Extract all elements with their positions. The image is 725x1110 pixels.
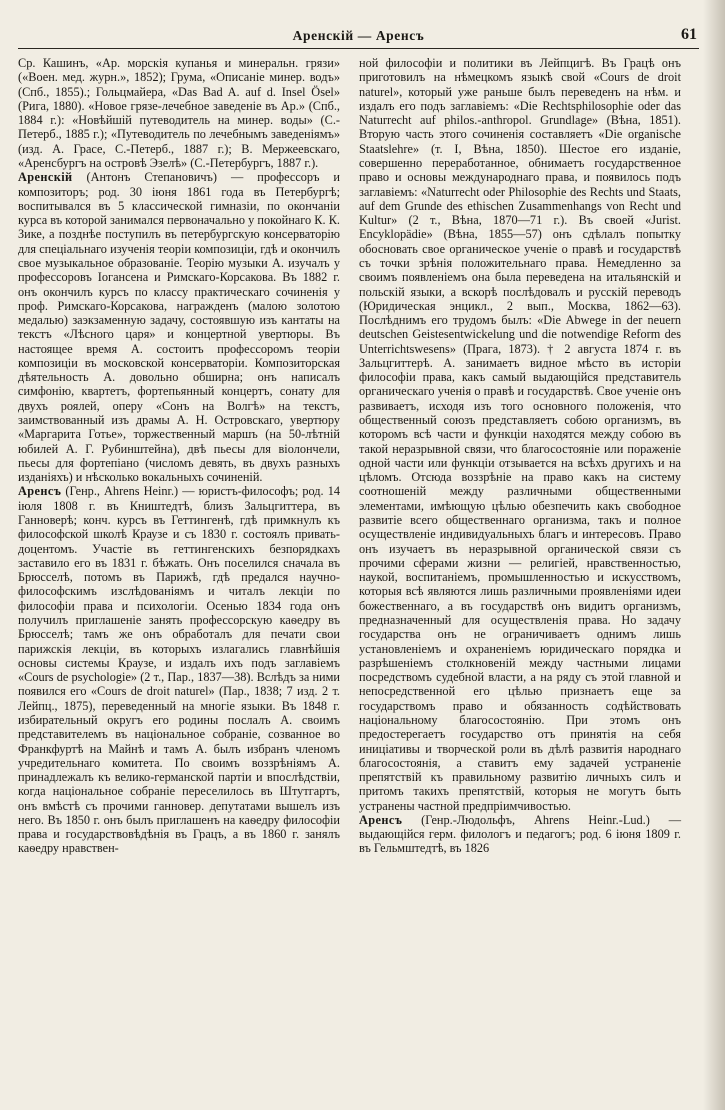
- entry-ahrens-heinrich-continued: ной философіи и политики въ Лейпцигѣ. Въ Грацѣ онъ приготовилъ на нѣмецкомъ языкѣ свой «Cours de droit naturel», который уже раньше былъ переведенъ на нѣм. и издалъ его подъ заглавіемъ: «Die Rechtsphilosophie oder das Naturrecht auf philos.-anthropol. Grundlage» (Вѣна, 1851). Вторую часть этого сочиненія составляетъ «Die organische Staatslehre» (т. I, Вѣна, 1850). Шестое его изданіе, совершенно переработанное, обнимаетъ государственное право и основы международнаго права, и появилось подъ заглавіемъ: «Naturrecht oder Philosophie des Rechts und Staats, auf dem Grunde des ethischen Zusammenhangs von Recht und Kultur» (2 т., Вѣна, 1870—71 г.). Въ своей «Jurist. Encyklopädie» (Вѣна, 1855—57) онъ сдѣлалъ попытку обосновать свое органическое ученіе о правѣ и государствѣ съ точки зрѣнія положительнаго права. Немедленно за своимъ появленіемъ она была переведена на итальянскій и польскій языки, а вскорѣ послѣдовалъ и русскій переводъ (Юридическая энцикл., 2 вып., Москва, 1862—63). Послѣднимъ его трудомъ былъ: «Die Abwege in der neuern deutschen Geistesentwickelung und die notwendige Reform des Unterrichtswesens» (Прага, 1873). † 2 августа 1874 г. въ Зальцгиттерѣ. А. занимаетъ видное мѣсто въ исторіи философіи права, какъ самый выдающійся представитель органическаго ученія о правѣ и государствѣ. Свое ученіе онъ развиваетъ, исходя изъ того основного положенія, что общественный союзъ представляетъ собою организмъ, въ которомъ всѣ части и функціи находятся между собою въ такой неразрывной связи, что благосостояніе или пораженіе одной части или функціи отзывается на всѣхъ другихъ и на цѣломъ. Отсюда воззрѣніе на право какъ на систему соотношеній между различными общественными элементами, имѣющую цѣлью обезпечить какъ свободное развитіе всего общественнаго организма, такъ и полное осуществленіе индивидуальныхъ благъ и интересовъ. Право онъ изучаетъ въ неразрывной органической связи съ прочими сферами жизни — религіей, нравственностью, наукой, воспитаніемъ, промышленностью и искусствомъ, которыя всѣ являются лишь различными проявленіями идеи божественнаго, а въ государствѣ онъ видитъ организмъ, предназначенный для осуществленія права. Но задачу государства онъ не ограничиваетъ однимъ лишь установленіемъ и охраненіемъ юридическаго порядка и разрѣшеніемъ столкновеній между частными лицами посредствомъ судебной власти, а на ряду съ этой главной и непосредственной его цѣлью признаетъ еще за государствомъ право и обязанность содѣйствовать національному благосостоянію. При этомъ онъ предостерегаетъ государство отъ принятія на себя иниціативы и творческой роли въ дѣлѣ развитія народнаго благосостоянія, а ставитъ ему задачей устраненіе препятствій къ правильному развитію личныхъ силъ и притомъ такихъ препятствій, которыя не могутъ быть устранены частной предпріимчивостью.: [359, 56, 681, 813]
- right-column: [359, 56, 681, 856]
- entry-headword: Аренсъ: [359, 812, 403, 827]
- left-column: [18, 56, 340, 856]
- entry-ahrens-heinrich-ludolf: [359, 813, 681, 856]
- header-rule: [18, 48, 699, 49]
- page-edge-shadow: [703, 0, 725, 1110]
- entry-arensky: [18, 170, 340, 484]
- page-number: 61: [681, 26, 697, 43]
- entry-ahrens-heinrich: [18, 484, 340, 855]
- running-head: Аренскій — Аренсъ: [292, 28, 425, 43]
- entry-text: (Генр., Ahrens Heinr.) — юристъ-философъ; род. 14 іюля 1808 г. въ Кништедтѣ, близъ Зальцгиттера, въ Ганноверѣ; конч. курсъ въ Геттингенѣ, гдѣ примкнулъ къ философской школѣ Краузе и съ 1830 г. состоялъ привать-доцентомъ. Участіе въ геттингенскихъ безпорядкахъ заставило его въ 1831 г. бѣжать. Онъ поселился сначала въ Брюсселѣ, потомъ въ Парижѣ, гдѣ предался научно-философскимъ изслѣдованіямъ и читалъ лекціи по философіи права и психологіи. Осенью 1834 года онъ получилъ приглашеніе занять профессорскую каѳедру въ Брюсселѣ; тамъ же онъ обработалъ для печати свои парижскія лекціи, въ которыхъ излагались главнѣйшія основы системы Краузе, и издалъ ихъ подъ заглавіемъ «Cours de psychologie» (2 т., Пар., 1837—38). Вслѣдъ за ними появился его «Cours de droit naturel» (Пар., 1838; 7 изд. 2 т. Лейпц., 1875), переведенный на многіе языки. Въ 1848 г. избирательный округъ его родины послалъ А. своимъ представителемъ въ національное собраніе, созванное во Франкфуртѣ на Майнѣ и тамъ А. былъ избранъ членомъ учредительнаго комитета. По своимъ воззрѣніямъ А. принадлежалъ къ велико-германской партіи и впослѣдствіи, когда національное собраніе переселилось въ Штутгартъ, онъ вмѣстѣ съ прочими ганновер. депутатами вышелъ изъ него. Въ 1850 г. онъ былъ приглашенъ на каѳедру философіи права и государствовѣдѣнія въ Грацъ, а въ 1860 г. занялъ каѳедру нравствен-: [18, 484, 340, 856]
- entry-headword: Аренскій: [18, 170, 73, 185]
- entry-headword: Аренсъ: [18, 484, 62, 499]
- entry-text: (Антонъ Степановичъ) — профессоръ и композиторъ; род. 30 іюня 1861 года въ Петербургѣ; воспитывался въ 5 классической гимназіи, по окончаніи курса въ которой занимался первоначально у покойнаго К. К. Зике, а позднѣе поступилъ въ петербургскую консерваторію для спеціальнаго изученія теоріи композиціи, гдѣ и окончилъ свое музыкальное образованіе. Теорію музыки А. изучалъ у профессоровъ Іогансена и Римскаго-Корсакова. Въ 1882 г. онъ окончилъ курсъ по классу практическаго сочиненія у проф. Римскаго-Корсакова, награжденъ (малою золотою медалью) заэкзаменную задачу, состоявшую изъ кантаты на текстъ «Лѣсного царя» и концертной увертюры. Въ настоящее время А. состоитъ профессоромъ теоріи композиціи въ московской консерваторіи. Композиторская дѣятельность А. довольно обширна; онъ написалъ симфонію, квартетъ, фортепьянный концертъ, сонату для двухъ роялей, оперу «Сонъ на Волгѣ» на текстъ, заимствованный изъ драмы А. Н. Островскаго, увертюру «Маргарита Готье», торжественный маршъ (на 50-лѣтній юбилей А. Г. Рубинштейна), двѣ пьесы для віолончели, пьесы для фортепіано (числомъ девять, въ двухъ разныхъ изданіяхъ) и нѣсколько вокальныхъ сочиненій.: [18, 170, 340, 485]
- entry-text: (Генр.-Людольфъ, Ahrens Heinr.-Lud.) — выдающійся герм. филологъ и педагогъ; род. 6 іюня 1809 г. въ Гельмштедтѣ, въ 1826: [359, 812, 681, 856]
- entry-arensburg-references: Ср. Кашинъ, «Ар. морскія купанья и минеральн. грязи» («Воен. мед. журн.», 1852); Грума, «Описаніе минер. водъ» (Спб., 1855).; Гольцмайера, «Das Bad A. auf d. Insel Ösel» (Рига, 1880). «Новое грязе-лечебное заведеніе въ Ар.» (Спб., 1884 г.): «Новѣйшій путеводитель на минер. воды» (С.-Петерб., 1885 г.); «Путеводитель по лечебнымъ заведеніямъ» (изд. А. Грасе, С.-Петерб., 1887 г.); В. Мержеевскаго, «Аренсбургъ на островѣ Эзелѣ» (С.-Петербургъ, 1887 г.).: [18, 56, 340, 170]
